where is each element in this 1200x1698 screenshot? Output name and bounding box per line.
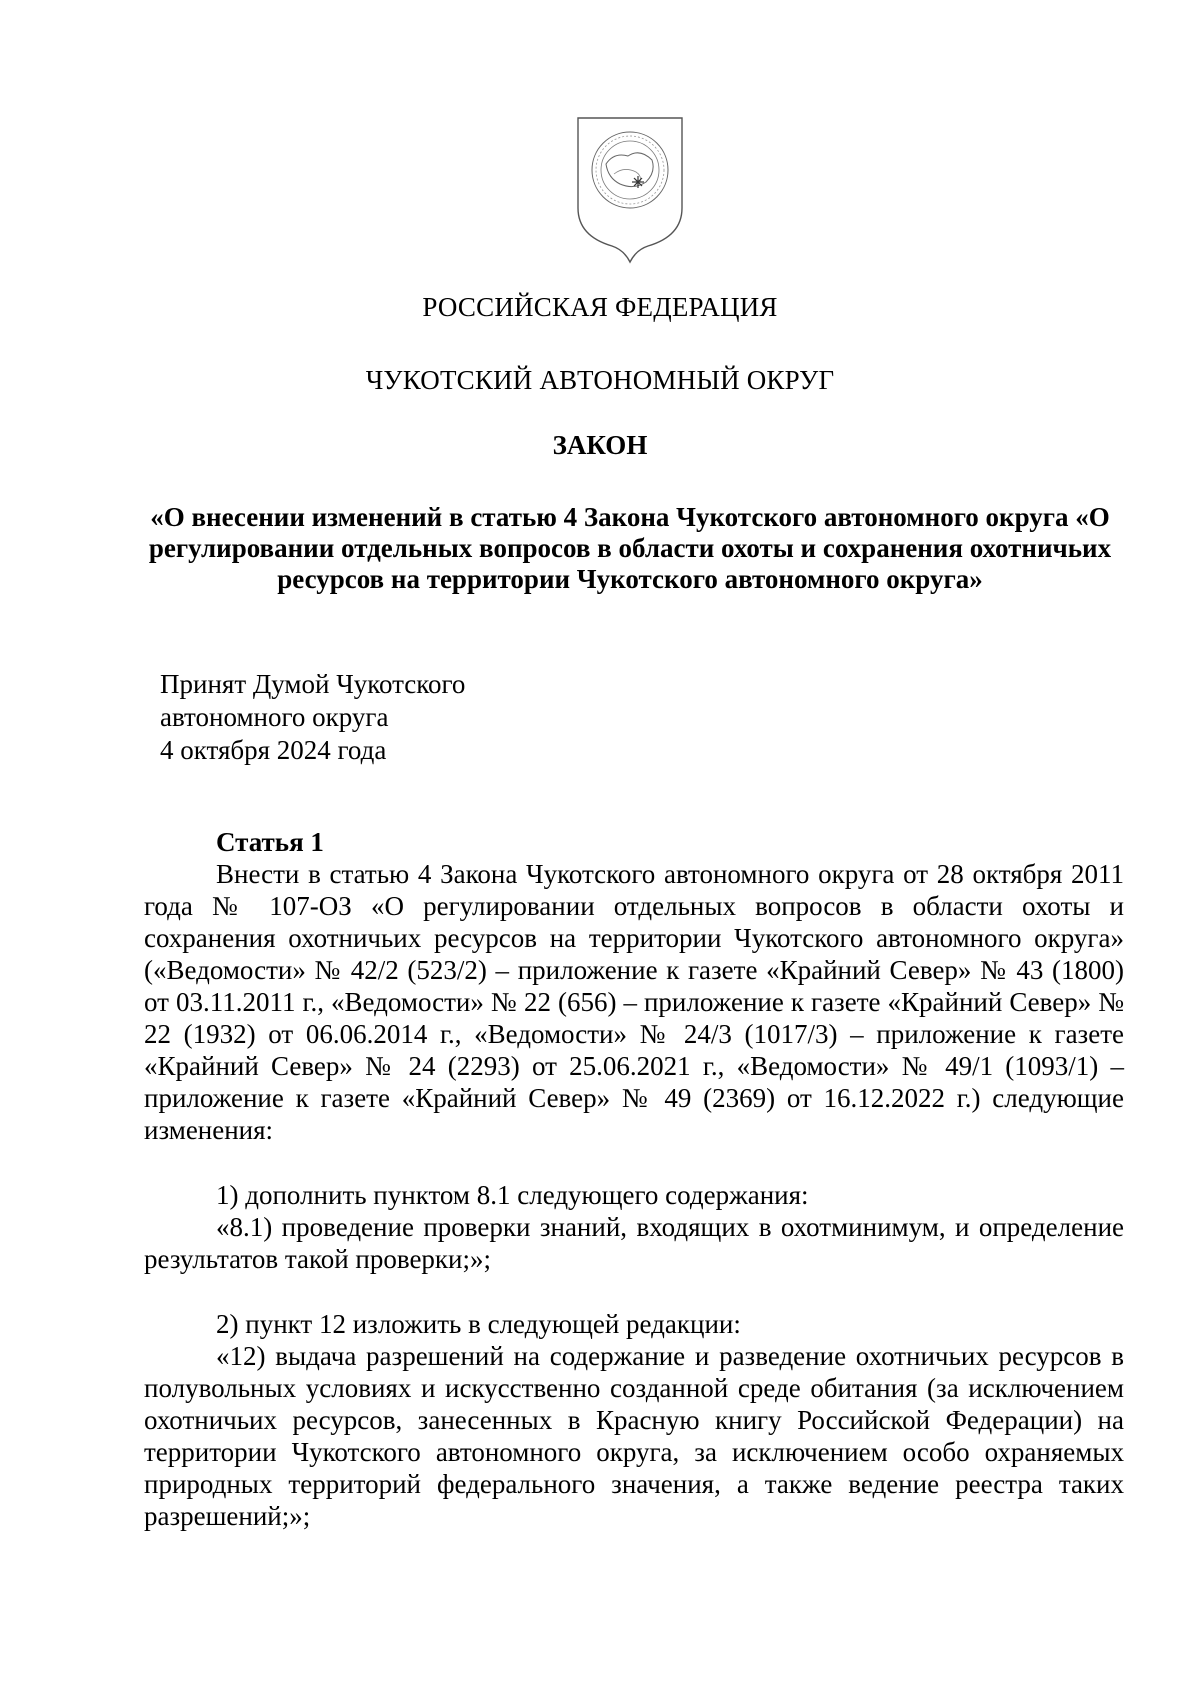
item-1-text: «8.1) проведение проверки знаний, входящих в охотминимум, и определение результатов такой проверки;»; — [144, 1212, 1124, 1274]
article-title: Статья 1 — [216, 827, 324, 857]
adoption-line-2: автономного округа — [160, 702, 389, 732]
item-2-heading: 2) пункт 12 изложить в следующей редакции: — [216, 1309, 741, 1339]
coat-of-arms-emblem — [570, 112, 690, 264]
item-2-text: «12) выдача разрешений на содержание и разведение охотничьих ресурсов в полувольных условиях и искусственно созданной среде обитания (за исключением охотничьих ресурсов, занесенных в Красную книгу Российской Федерации) на территории Чукотского автономного округа, за исключением особо охраняемых природных территорий федерального значения, а также ведение реестра таких разрешений;»; — [144, 1341, 1124, 1531]
item-1-heading: 1) дополнить пунктом 8.1 следующего содержания: — [216, 1180, 809, 1210]
adoption-date: 4 октября 2024 года — [160, 735, 387, 765]
country-heading: РОССИЙСКАЯ ФЕДЕРАЦИЯ — [422, 292, 778, 322]
document-type-heading: ЗАКОН — [552, 430, 648, 460]
law-title: «О внесении изменений в статью 4 Закона Чукотского автономного округа «О регулировании отдельных вопросов в области охоты и сохранения охотничьих ресурсов на территории Чукотского автономного округа» — [148, 502, 1112, 594]
region-heading: ЧУКОТСКИЙ АВТОНОМНЫЙ ОКРУГ — [365, 365, 835, 395]
article-intro-paragraph: Внести в статью 4 Закона Чукотского автономного округа от 28 октября 2011 года № 107-ОЗ «О регулировании отдельных вопросов в области охоты и сохранения охотничьих ресурсов на территории Чукотского автономного округа» («Ведомости» № 42/2 (523/2) – приложение к газете «Крайний Север» № 43 (1800) от 03.11.2011 г., «Ведомости» № 22 (656) – приложение к газете «Крайний Север» № 22 (1932) от 06.06.2014 г., «Ведомости» № 24/3 (1017/3) – приложение к газете «Крайний Север» № 24 (2293) от 25.06.2021 г., «Ведомости» № 49/1 (1093/1) – приложение к газете «Крайний Север» № 49 (2369) от 16.12.2022 г.) следующие изменения: — [144, 859, 1124, 1145]
adoption-info — [160, 668, 465, 767]
adoption-line-1: Принят Думой Чукотского — [160, 669, 466, 699]
article-body — [144, 826, 1124, 1532]
